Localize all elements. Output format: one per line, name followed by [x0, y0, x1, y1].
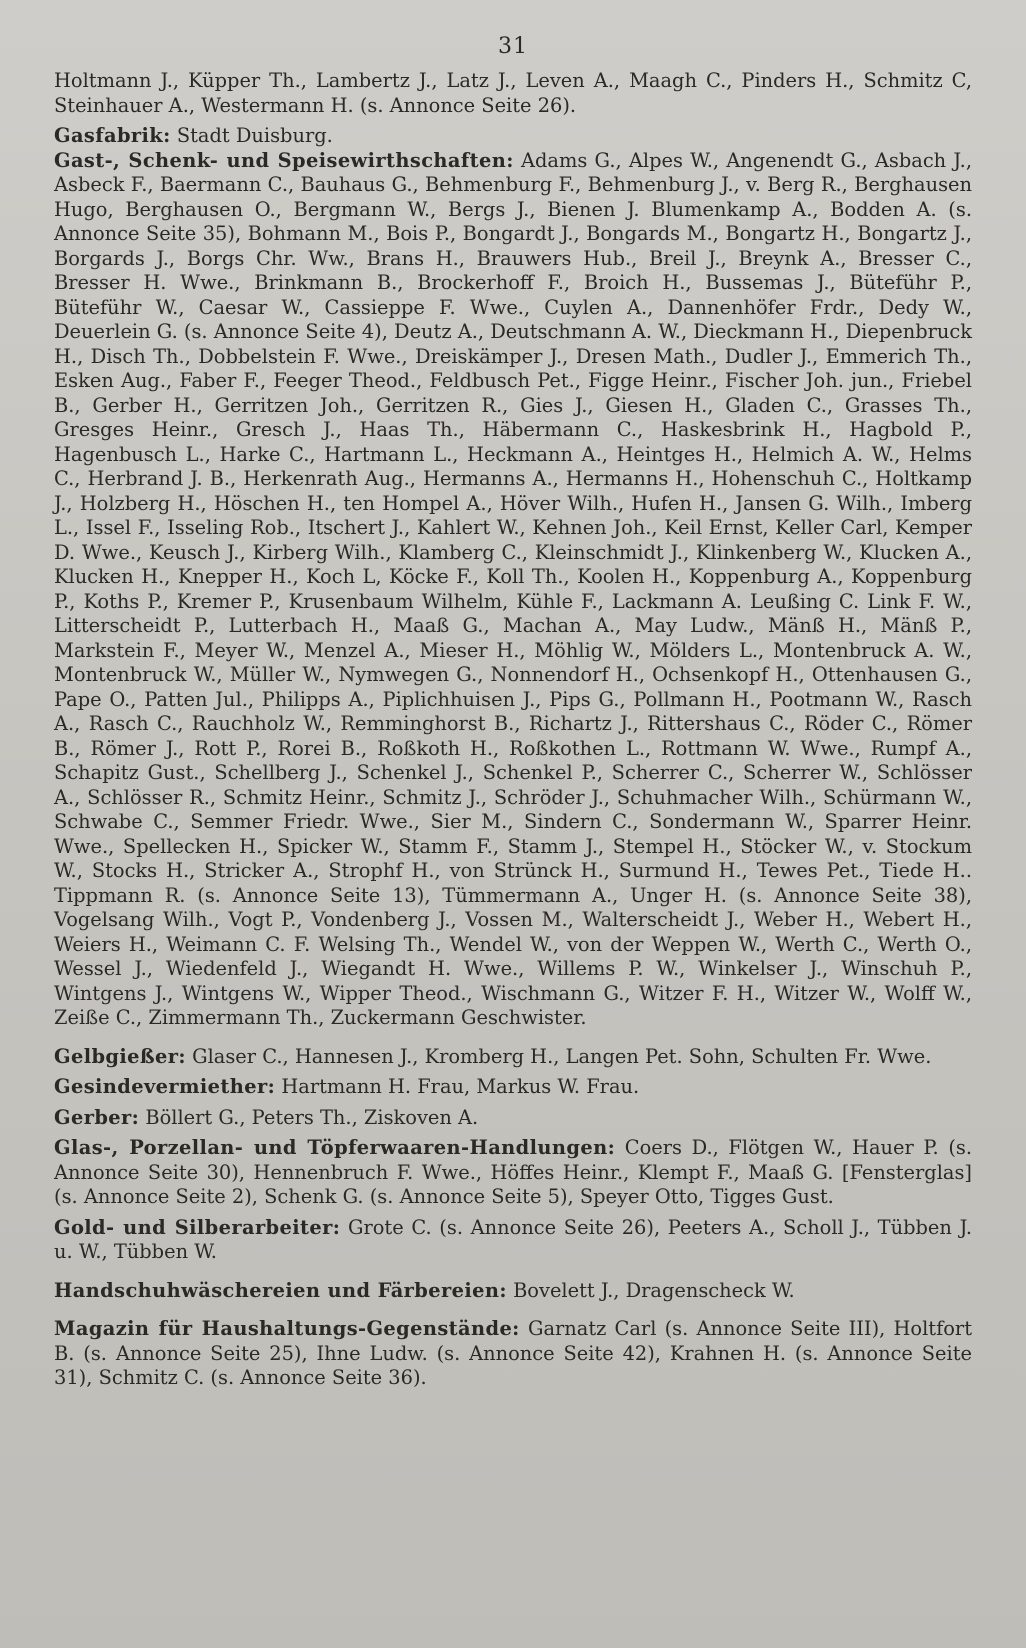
entry-text: Coers D., Flötgen W., Hauer P. (s. Annonce Seite 30), Hennenbruch F. Wwe., Höffes Heinr., Klempt F., Maaß G. [Fensterglas] (s. Annonce Seite 2), Schenk G. (s. Annonce Seite 5), Speyer Otto, Tigges Gust. — [54, 1136, 972, 1208]
entry-text: Hartmann H. Frau, Markus W. Frau. — [281, 1075, 640, 1098]
category-heading: Gold- und Silberarbeiter: — [54, 1215, 341, 1239]
entry-continuation — [54, 69, 972, 118]
entry-text: Grote C. (s. Annonce Seite 26), Peeters A., Scholl J., Tübben J. u. W., Tübben W. — [54, 1215, 972, 1263]
entry-text: Adams G., Alpes W., Angenendt G., Asbach J., Asbeck F., Baermann C., Bauhaus G., Behmenburg F., Behmenburg J., v. Berg R., Berghausen Hugo, Berghausen O., Bergmann W., Bergs J., Bienen J. Blumenkamp A., Bodden A. (s. Annonce Seite 35), Bohmann M., Bois P., Bongardt J., Bongards M., Bongartz H., Bongartz J., Borgards J., Borgs Chr. Ww., Brans H., Brauwers Hub., Breil J., Breynk A., Bresser C., Bresser H. Wwe., Brinkmann B., Brockerhoff F., Broich H., Bussemas J., Büteführ P., Büteführ W., Caesar W., Cassieppe F. Wwe., Cuylen A., Dannenhöfer Frdr., Dedy W., Deuerlein G. (s. Annonce Seite 4), Deutz A., Deutschmann A. W., Dieckmann H., Diepenbruck H., Disch Th., Dobbelstein F. Wwe., Dreiskämper J., Dresen Math., Dudler J., Emmerich Th., Esken Aug., Faber F., Feeger Theod., Feldbusch Pet., Figge Heinr., Fischer Joh. jun., Friebel B., Gerber H., Gerritzen Joh., Gerritzen R., Gies J., Giesen H., Gladen C., Grasses Th., Gresges Heinr., Gresch J., Haas Th., Häbermann C., Haskesbrink H., Hagbold P., Hagenbusch L., Harke C., Hartmann L., Heckmann A., Heintges H., Helmich A. W., Helms C., Herbrand J. B., Herkenrath Aug., Hermanns A., Hermanns H., Hohenschuh C., Holtkamp J., Holzberg H., Höschen H., ten Hompel A., Höver Wilh., Hufen H., Jansen G. Wilh., Imberg L., Issel F., Isseling Rob., Itschert J., Kahlert W., Kehnen Joh., Keil Ernst, Keller Carl, Kemper D. Wwe., Keusch J., Kirberg Wilh., Klamberg C., Kleinschmidt J., Klinkenberg W., Klucken A., Klucken H., Knepper H., Koch L, Köcke F., Koll Th., Koolen H., Koppenburg A., Koppenburg P., Koths P., Kremer P., Krusenbaum Wilhelm, Kühle F., Lackmann A. Leußing C. Link F. W., Litterscheidt P., Lutterbach H., Maaß G., Machan A., May Ludw., Mänß H., Mänß P., Markstein F., Meyer W., Menzel A., Mieser H., Möhlig W., Mölders L., Montenbruck A. W., Montenbruck W., Müller W., Nymwegen G., Nonnendorf H., Ochsenkopf H., Ottenhausen G., Pape O., Patten Jul., Philipps A., Piplichhuisen J., Pips G., Pollmann H., Pootmann W., Rasch A., Rasch C., Rauchholz W., Remminghorst B., Richartz J., Rittershaus C., Röder C., Römer B., Römer J., Rott P., Rorei B., Roßkoth H., Roßkothen L., Rottmann W. Wwe., Rumpf A., Schapitz Gust., Schellberg J., Schenkel J., Schenkel P., Scherrer C., Scherrer W., Schlösser A., Schlösser R., Schmitz Heinr., Schmitz J., Schröder J., Schuhmacher Wilh., Schürmann W., Schwabe C., Semmer Friedr. Wwe., Sier M., Sindern C., Sondermann W., Sparrer Heinr. Wwe., Spellecken H., Spicker W., Stamm F., Stamm J., Stempel H., Stöcker W., v. Stockum W., Stocks H., Stricker A., Strophf H., von Strünck H., Surmund H., Tewes Pet., Tiede H.. Tippmann R. (s. Annonce Seite 13), Tümmermann A., Unger H. (s. Annonce Seite 38), Vogelsang Wilh., Vogt P., Vondenberg J., Vossen M., Walterscheidt J., Weber H., Webert H., Weiers H., Weimann C. F. Welsing Th., Wendel W., von der Weppen W., Werth C., Werth O., Wessel J., Wiedenfeld J., Wiegandt H. Wwe., Willems P. W., Winkelser J., Winschuh P., Wintgens J., Wintgens W., Wipper Theod., Wischmann G., Witzer F. H., Witzer W., Wolff W., Zeiße C., Zimmermann Th., Zuckermann Geschwister. — [54, 148, 972, 1029]
entry-text: Bovelett J., Dragenscheck W. — [513, 1278, 795, 1302]
entry-text: Holtmann J., Küpper Th., Lambertz J., Latz J., Leven A., Maagh C., Pinders H., Schmitz C, Steinhauer A., Westermann H. (s. Annonce Seite 26). — [54, 69, 972, 117]
entry-gelbgiesser — [54, 1045, 972, 1070]
entry-text: Glaser C., Hannesen J., Kromberg H., Langen Pet. Sohn, Schulten Fr. Wwe. — [192, 1044, 932, 1068]
entry-glas-porzellan — [54, 1136, 972, 1210]
category-heading: Gasfabrik: — [54, 124, 171, 147]
entry-gastwirthschaften — [54, 149, 972, 1031]
entry-text: Stadt Duisburg. — [176, 124, 333, 147]
category-heading: Handschuhwäschereien und Färbereien: — [54, 1278, 507, 1302]
entry-handschuhwaesche — [54, 1279, 972, 1304]
category-heading: Gast-, Schenk- und Speisewirthschaften: — [54, 148, 514, 172]
entry-magazin — [54, 1317, 972, 1391]
entry-gold-silber — [54, 1216, 972, 1265]
category-heading: Magazin für Haushaltungs-Gegenstände: — [54, 1317, 520, 1340]
entry-gerber — [54, 1106, 972, 1131]
entry-text: Garnatz Carl (s. Annonce Seite III), Holtfort B. (s. Annonce Seite 25), Ihne Ludw. (s. Annonce Seite 42), Krahnen H. (s. Annonce Seite 31), Schmitz C. (s. Annonce Seite 36). — [54, 1317, 972, 1389]
entry-gesindevermiether — [54, 1075, 972, 1100]
entry-text: Böllert G., Peters Th., Ziskoven A. — [145, 1105, 479, 1129]
page-number: 31 — [498, 34, 528, 59]
category-heading: Gesindevermiether: — [54, 1075, 276, 1098]
category-heading: Glas-, Porzellan- und Töpferwaaren-Handlungen: — [54, 1136, 616, 1159]
category-heading: Gelbgießer: — [54, 1044, 186, 1068]
entry-gasfabrik — [54, 124, 972, 149]
category-heading: Gerber: — [54, 1105, 140, 1129]
